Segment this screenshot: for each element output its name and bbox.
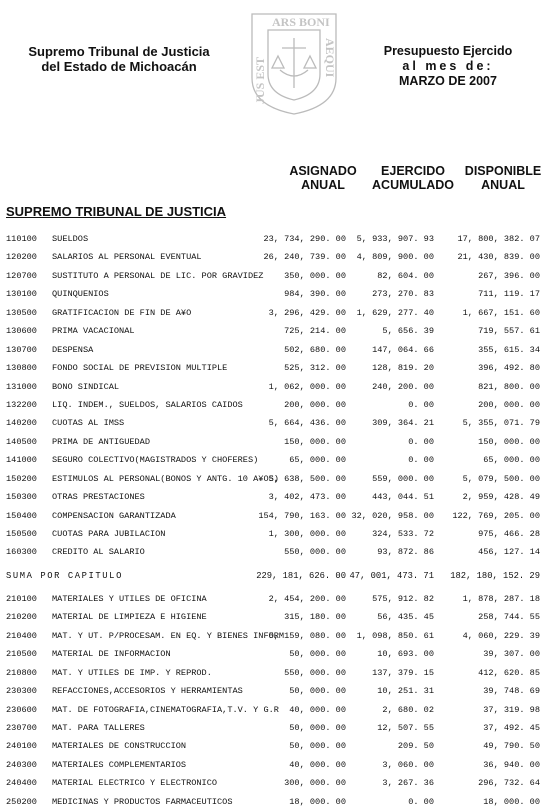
- row-ejercido: 93, 872. 86: [377, 547, 434, 558]
- header-disponible: DISPONIBLE ANUAL: [464, 164, 542, 192]
- row-description: CREDITO AL SALARIO: [52, 547, 145, 558]
- row-disponible: 456, 127. 14: [478, 547, 540, 558]
- row-disponible: 37, 319. 98: [483, 704, 540, 715]
- row-ejercido: 32, 020, 958. 00: [351, 510, 434, 521]
- row-disponible: 37, 492. 45: [483, 722, 540, 733]
- row-disponible: 412, 620. 85: [478, 667, 540, 678]
- summary-asignado: 229, 181, 626. 00: [256, 570, 346, 581]
- row-ejercido: 5, 933, 907. 93: [356, 234, 434, 244]
- row-description: MAT. Y UTILES DE IMP. Y REPROD.: [52, 667, 212, 678]
- row-disponible: 267, 396. 00: [478, 270, 540, 281]
- budget-table: [0, 230, 550, 811]
- row-asignado: 350, 000. 00: [284, 270, 346, 281]
- row-ejercido: 1, 629, 277. 40: [356, 307, 434, 318]
- row-ejercido: 56, 435. 45: [377, 612, 434, 623]
- row-description: MATERIAL DE INFORMACION: [52, 649, 171, 660]
- row-disponible: 17, 800, 382. 07: [457, 234, 540, 244]
- row-ejercido: 3, 060. 00: [382, 759, 434, 770]
- row-ejercido: 3, 267. 36: [382, 778, 434, 789]
- row-ejercido: 443, 044. 51: [372, 492, 434, 503]
- row-code: 210500: [6, 649, 37, 660]
- svg-text:JUS EST: JUS EST: [253, 56, 267, 104]
- table-row: [0, 230, 550, 248]
- row-description: MAT. PARA TALLERES: [52, 722, 145, 733]
- table-row: [0, 285, 550, 303]
- row-asignado: 40, 000. 00: [289, 704, 346, 715]
- row-disponible: 200, 000. 00: [478, 399, 540, 410]
- row-code: 120200: [6, 252, 37, 263]
- header-ejercido: EJERCIDO ACUMULADO: [372, 164, 454, 192]
- row-code: 130600: [6, 326, 37, 337]
- row-asignado: 5, 159, 080. 00: [268, 630, 346, 641]
- row-code: 120700: [6, 270, 37, 281]
- table-row: [0, 645, 550, 663]
- row-code: 230600: [6, 704, 37, 715]
- row-description: FONDO SOCIAL DE PREVISION MULTIPLE: [52, 363, 228, 374]
- row-disponible: 396, 492. 80: [478, 363, 540, 374]
- row-ejercido: 209. 50: [397, 741, 434, 752]
- row-asignado: 315, 180. 00: [284, 612, 346, 623]
- row-ejercido: 10, 693. 00: [377, 649, 434, 660]
- row-asignado: 23, 734, 290. 00: [263, 234, 346, 244]
- row-code: 230300: [6, 686, 37, 697]
- table-row: [0, 396, 550, 414]
- row-ejercido: 309, 364. 21: [372, 418, 434, 429]
- table-row: [0, 341, 550, 359]
- row-asignado: 18, 000. 00: [289, 796, 346, 807]
- row-asignado: 550, 000. 00: [284, 547, 346, 558]
- row-code: 140500: [6, 436, 37, 447]
- row-disponible: 2, 959, 428. 49: [462, 492, 540, 503]
- row-disponible: 1, 878, 287. 18: [462, 593, 540, 604]
- row-disponible: 21, 430, 839. 00: [457, 252, 540, 263]
- row-description: SALARIOS AL PERSONAL EVENTUAL: [52, 252, 202, 263]
- row-disponible: 719, 557. 61: [478, 326, 540, 337]
- table-row: [0, 664, 550, 682]
- row-description: REFACCIONES,ACCESORIOS Y HERRAMIENTAS: [52, 686, 243, 697]
- row-disponible: 18, 000. 00: [483, 796, 540, 807]
- row-asignado: 26, 240, 739. 00: [263, 252, 346, 263]
- row-asignado: 984, 390. 00: [284, 289, 346, 300]
- row-description: MATERIAL ELECTRICO Y ELECTRONICO: [52, 778, 218, 789]
- row-description: DESPENSA: [52, 344, 94, 355]
- organization-name: [8, 44, 230, 74]
- row-disponible: 49, 790. 50: [483, 741, 540, 752]
- table-row: [0, 267, 550, 285]
- svg-text:AEQUI: AEQUI: [323, 38, 337, 78]
- row-code: 131000: [6, 381, 37, 392]
- row-ejercido: 10, 251. 31: [377, 686, 434, 697]
- row-ejercido: 273, 270. 83: [372, 289, 434, 300]
- row-disponible: 821, 800. 00: [478, 381, 540, 392]
- org-line-1: Supremo Tribunal de Justicia: [28, 44, 210, 59]
- row-ejercido: 0. 00: [408, 455, 434, 466]
- row-disponible: 355, 615. 34: [478, 344, 540, 355]
- row-code: 210200: [6, 612, 37, 623]
- row-code: 132200: [6, 399, 37, 410]
- row-code: 240400: [6, 778, 37, 789]
- row-description: MAT. DE FOTOGRAFIA,CINEMATOGRAFIA,T.V. Y G.R: [52, 704, 279, 715]
- row-asignado: 150, 000. 00: [284, 436, 346, 447]
- row-code: 230700: [6, 722, 37, 733]
- row-disponible: 296, 732. 64: [478, 778, 540, 789]
- table-row: [0, 793, 550, 811]
- row-ejercido: 0. 00: [408, 796, 434, 807]
- row-ejercido: 12, 507. 55: [377, 722, 434, 733]
- row-description: MAT. Y UT. P/PROCESAM. EN EQ. Y BIENES INFORM: [52, 630, 285, 641]
- row-code: 150400: [6, 510, 37, 521]
- row-description: PRIMA VACACIONAL: [52, 326, 135, 337]
- row-description: BONO SINDICAL: [52, 381, 120, 392]
- row-description: LIQ. INDEM., SUELDOS, SALARIOS CAIDOS: [52, 399, 243, 410]
- table-row: [0, 756, 550, 774]
- row-ejercido: 82, 604. 00: [377, 270, 434, 281]
- row-asignado: 1, 300, 000. 00: [268, 529, 346, 539]
- row-code: 150500: [6, 529, 37, 539]
- rows-group-personal: [0, 230, 550, 562]
- row-description: MATERIALES Y UTILES DE OFICINA: [52, 593, 207, 604]
- row-description: MATERIAL DE LIMPIEZA E HIGIENE: [52, 612, 207, 623]
- row-disponible: 39, 307. 00: [483, 649, 540, 660]
- row-description: MATERIALES DE CONSTRUCCION: [52, 741, 187, 752]
- row-code: 130700: [6, 344, 37, 355]
- row-code: 150200: [6, 473, 37, 484]
- row-description: GRATIFICACION DE FIN DE A¥O: [52, 307, 192, 318]
- row-asignado: 3, 296, 429. 00: [268, 307, 346, 318]
- row-ejercido: 0. 00: [408, 399, 434, 410]
- row-ejercido: 137, 379. 15: [372, 667, 434, 678]
- summary-disponible: 182, 180, 152. 29: [450, 570, 540, 581]
- table-row: [0, 433, 550, 451]
- summary-label: SUMA POR CAPITULO: [6, 570, 123, 581]
- row-asignado: 50, 000. 00: [289, 741, 346, 752]
- row-ejercido: 4, 809, 900. 00: [356, 252, 434, 263]
- table-row: [0, 608, 550, 626]
- table-row: [0, 543, 550, 561]
- row-code: 110100: [6, 234, 37, 244]
- row-asignado: 200, 000. 00: [284, 399, 346, 410]
- table-row: [0, 488, 550, 506]
- row-description: SUELDOS: [52, 234, 89, 244]
- row-ejercido: 240, 200. 00: [372, 381, 434, 392]
- row-disponible: 711, 119. 17: [478, 289, 540, 300]
- row-description: SEGURO COLECTIVO(MAGISTRADOS Y CHOFERES): [52, 455, 259, 466]
- row-ejercido: 559, 000. 00: [372, 473, 434, 484]
- row-description: COMPENSACION GARANTIZADA: [52, 510, 176, 521]
- table-row: [0, 322, 550, 340]
- row-asignado: 50, 000. 00: [289, 686, 346, 697]
- row-description: CUOTAS PARA JUBILACION: [52, 529, 166, 539]
- row-asignado: 725, 214. 00: [284, 326, 346, 337]
- row-ejercido: 0. 00: [408, 436, 434, 447]
- section-title: SUPREMO TRIBUNAL DE JUSTICIA: [6, 204, 227, 219]
- row-code: 130100: [6, 289, 37, 300]
- row-description: QUINQUENIOS: [52, 289, 109, 300]
- period-value: MARZO DE 2007: [399, 74, 497, 88]
- row-asignado: 50, 000. 00: [289, 649, 346, 660]
- period-label: al mes de:: [402, 59, 494, 73]
- row-code: 130500: [6, 307, 37, 318]
- row-asignado: 5, 638, 500. 00: [268, 473, 346, 484]
- row-description: ESTIMULOS AL PERSONAL(BONOS Y ANTG. 10 A¥OS): [52, 473, 279, 484]
- table-row: [0, 719, 550, 737]
- row-disponible: 122, 769, 205. 00: [452, 510, 540, 521]
- row-ejercido: 2, 680. 02: [382, 704, 434, 715]
- row-ejercido: 1, 098, 850. 61: [356, 630, 434, 641]
- row-code: 210100: [6, 593, 37, 604]
- row-code: 130800: [6, 363, 37, 374]
- row-asignado: 50, 000. 00: [289, 722, 346, 733]
- row-description: CUOTAS AL IMSS: [52, 418, 125, 429]
- table-row: [0, 627, 550, 645]
- row-asignado: 502, 680. 00: [284, 344, 346, 355]
- header-asignado: ASIGNADO ANUAL: [289, 164, 357, 192]
- table-row: [0, 414, 550, 432]
- row-description: OTRAS PRESTACIONES: [52, 492, 145, 503]
- row-disponible: 39, 748. 69: [483, 686, 540, 697]
- summary-row: [0, 562, 550, 590]
- org-line-2: del Estado de Michoacán: [41, 59, 197, 74]
- row-asignado: 3, 402, 473. 00: [268, 492, 346, 503]
- row-disponible: 258, 744. 55: [478, 612, 540, 623]
- table-row: [0, 525, 550, 543]
- table-row: [0, 470, 550, 488]
- table-row: [0, 507, 550, 525]
- row-ejercido: 324, 533. 72: [372, 529, 434, 539]
- row-disponible: 36, 940. 00: [483, 759, 540, 770]
- row-description: SUSTITUTO A PERSONAL DE LIC. POR GRAVIDEZ: [52, 270, 264, 281]
- row-description: MEDICINAS Y PRODUCTOS FARMACEUTICOS: [52, 796, 233, 807]
- row-ejercido: 128, 819. 20: [372, 363, 434, 374]
- row-ejercido: 5, 656. 39: [382, 326, 434, 337]
- row-description: PRIMA DE ANTIGUEDAD: [52, 436, 150, 447]
- row-description: MATERIALES COMPLEMENTARIOS: [52, 759, 187, 770]
- svg-text:ARS BONI: ARS BONI: [272, 15, 330, 29]
- row-code: 140200: [6, 418, 37, 429]
- row-asignado: 550, 000. 00: [284, 667, 346, 678]
- row-asignado: 65, 000. 00: [289, 455, 346, 466]
- row-disponible: 5, 355, 071. 79: [462, 418, 540, 429]
- table-row: [0, 590, 550, 608]
- table-row: [0, 451, 550, 469]
- table-row: [0, 378, 550, 396]
- row-asignado: 300, 000. 00: [284, 778, 346, 789]
- table-row: [0, 248, 550, 266]
- row-asignado: 2, 454, 200. 00: [268, 593, 346, 604]
- row-ejercido: 147, 064. 66: [372, 344, 434, 355]
- row-disponible: 5, 079, 500. 00: [462, 473, 540, 484]
- row-disponible: 65, 000. 00: [483, 455, 540, 466]
- row-disponible: 4, 060, 229. 39: [462, 630, 540, 641]
- row-asignado: 525, 312. 00: [284, 363, 346, 374]
- row-asignado: 40, 000. 00: [289, 759, 346, 770]
- table-row: [0, 682, 550, 700]
- table-row: [0, 701, 550, 719]
- summary-ejercido: 47, 001, 473. 71: [349, 570, 434, 581]
- row-disponible: 975, 466. 28: [478, 529, 540, 539]
- row-code: 240300: [6, 759, 37, 770]
- row-asignado: 154, 790, 163. 00: [258, 510, 346, 521]
- row-code: 160300: [6, 547, 37, 558]
- budget-title: Presupuesto Ejercido: [383, 44, 513, 58]
- row-code: 141000: [6, 455, 37, 466]
- budget-period: [362, 44, 534, 89]
- table-row: [0, 304, 550, 322]
- table-row: [0, 359, 550, 377]
- court-seal-logo: [238, 8, 350, 118]
- row-disponible: 150, 000. 00: [478, 436, 540, 447]
- row-code: 210400: [6, 630, 37, 641]
- row-asignado: 5, 664, 436. 00: [268, 418, 346, 429]
- table-row: [0, 774, 550, 792]
- row-code: 250200: [6, 796, 37, 807]
- row-disponible: 1, 667, 151. 60: [462, 307, 540, 318]
- row-code: 240100: [6, 741, 37, 752]
- row-asignado: 1, 062, 000. 00: [268, 381, 346, 392]
- row-ejercido: 575, 912. 82: [372, 593, 434, 604]
- rows-group-materiales: [0, 590, 550, 811]
- row-code: 210800: [6, 667, 37, 678]
- table-row: [0, 737, 550, 755]
- row-code: 150300: [6, 492, 37, 503]
